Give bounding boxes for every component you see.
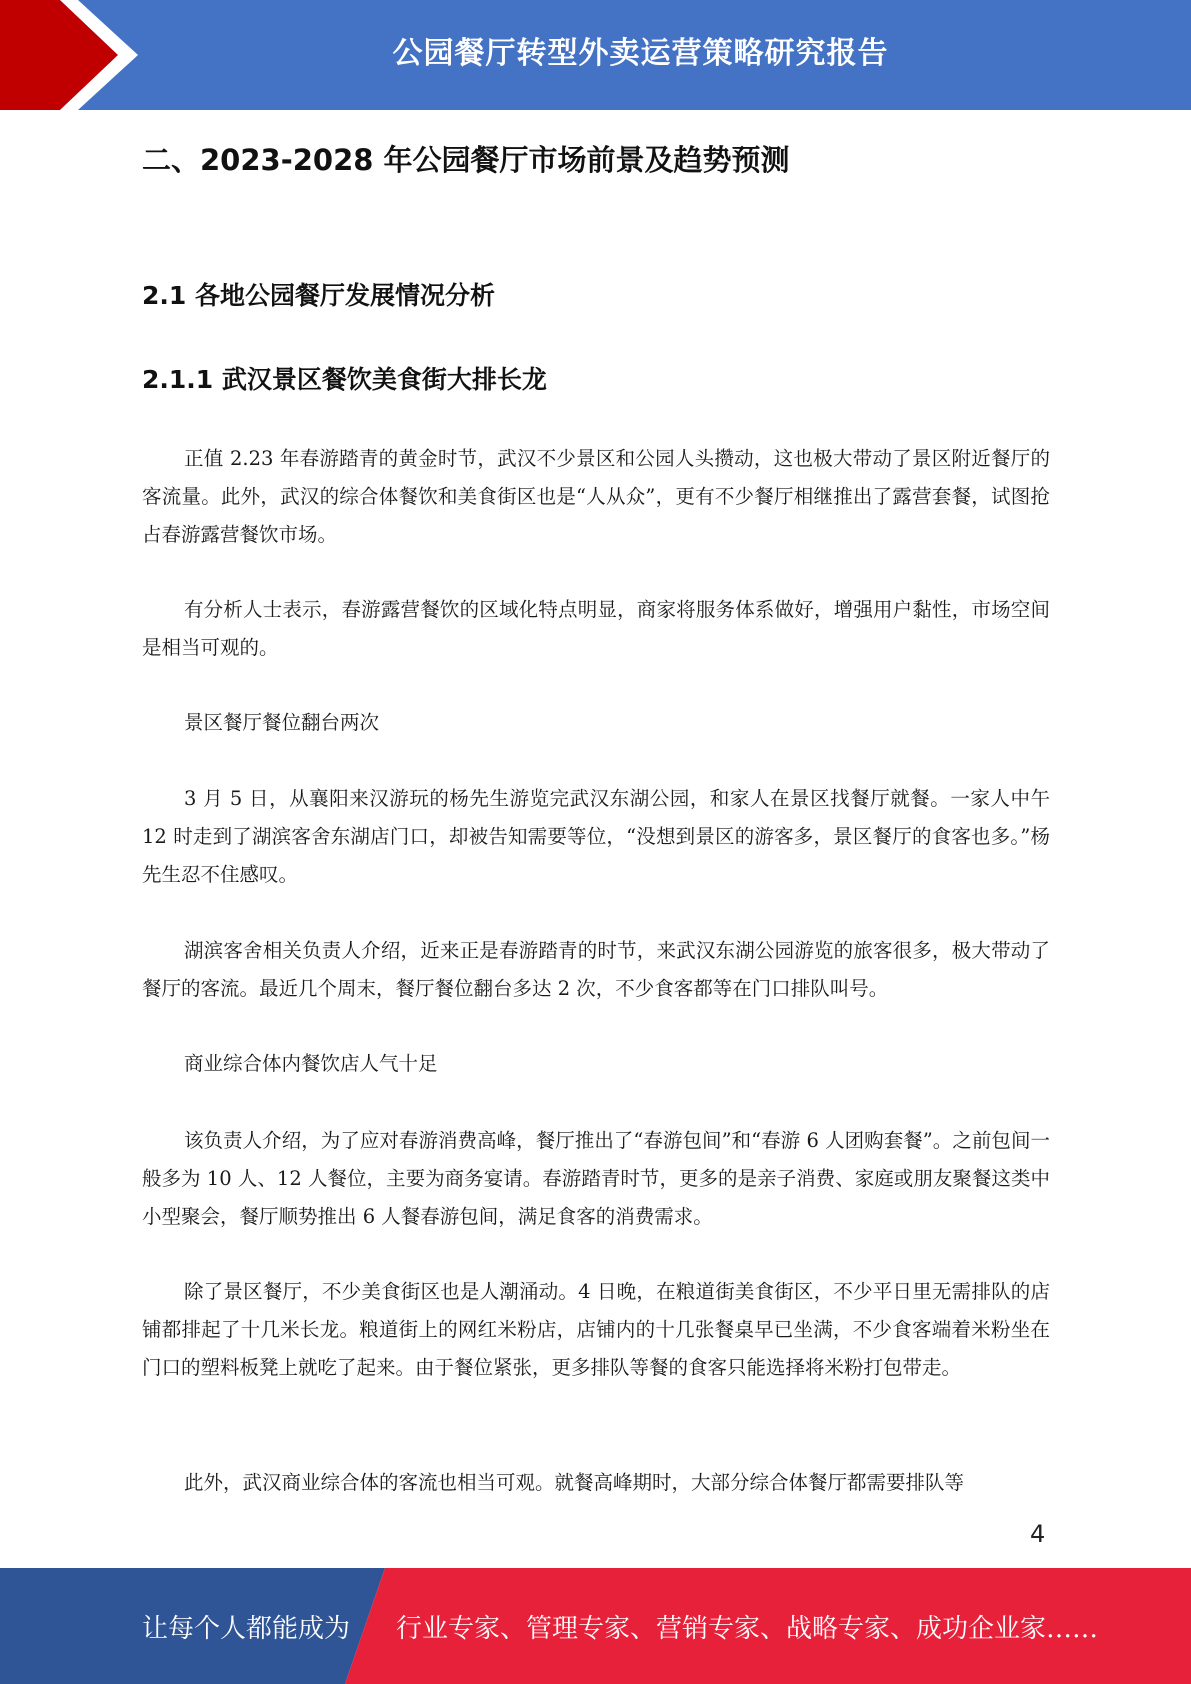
header-arrow-decoration bbox=[0, 0, 160, 110]
chapter-heading: 二、2023-2028 年公园餐厅市场前景及趋势预测 bbox=[142, 143, 790, 177]
paragraph: 除了景区餐厅，不少美食街区也是人潮涌动。4 日晚，在粮道街美食街区，不少平日里无需排队的店铺都排起了十几米长龙。粮道街上的网红米粉店，店铺内的十几张餐桌早已坐满，不少食客端着米粉坐在门口的塑料板凳上就吃了起来。由于餐位紧张，更多排队等餐的食客只能选择将米粉打包带走。 bbox=[142, 1280, 1050, 1379]
paragraph: 湖滨客舍相关负责人介绍，近来正是春游踏青的时节，来武汉东湖公园游览的旅客很多，极大带动了餐厅的客流。最近几个周末，餐厅餐位翻台多达 2 次，不少食客都等在门口排队叫号。 bbox=[142, 939, 1050, 1000]
page-header bbox=[0, 0, 1191, 110]
paragraph: 正值 2.23 年春游踏青的黄金时节，武汉不少景区和公园人头攒动，这也极大带动了景区附近餐厅的客流量。此外，武汉的综合体餐饮和美食街区也是“人从众”，更有不少餐厅相继推出了露营套餐，试图抢占春游露营餐饮市场。 bbox=[142, 447, 1050, 546]
report-title: 公园餐厅转型外卖运营策略研究报告 bbox=[392, 36, 889, 71]
subsection-heading: 2.1.1 武汉景区餐饮美食街大排长龙 bbox=[142, 365, 547, 394]
page-footer bbox=[0, 1568, 1191, 1684]
footer-slogan-right: 行业专家、管理专家、营销专家、战略专家、成功企业家…… bbox=[396, 1613, 1099, 1644]
paragraph: 此外，武汉商业综合体的客流也相当可观。就餐高峰期时，大部分综合体餐厅都需要排队等 bbox=[184, 1471, 965, 1494]
paragraph: 3 月 5 日，从襄阳来汉游玩的杨先生游览完武汉东湖公园，和家人在景区找餐厅就餐。一家人中午 12 时走到了湖滨客舍东湖店门口，却被告知需要等位，“没想到景区的游客多，景区餐厅的食客也多。”杨先生忍不住感叹。 bbox=[142, 787, 1050, 886]
page-number: 4 bbox=[1030, 1520, 1046, 1548]
section-heading: 2.1 各地公园餐厅发展情况分析 bbox=[142, 281, 495, 310]
paragraph: 该负责人介绍，为了应对春游消费高峰，餐厅推出了“春游包间”和“春游 6 人团购套餐”。之前包间一般多为 10 人、12 人餐位，主要为商务宴请。春游踏青时节，更多的是亲子消费、家庭或朋友聚餐这类中小型聚会，餐厅顺势推出 6 人餐春游包间，满足食客的消费需求。 bbox=[142, 1129, 1050, 1228]
subtopic-label: 景区餐厅餐位翻台两次 bbox=[184, 711, 380, 734]
paragraph: 有分析人士表示，春游露营餐饮的区域化特点明显，商家将服务体系做好，增强用户黏性，市场空间是相当可观的。 bbox=[142, 598, 1050, 659]
footer-slogan-left: 让每个人都能成为 bbox=[142, 1613, 351, 1644]
subtopic-label: 商业综合体内餐饮店人气十足 bbox=[184, 1052, 438, 1075]
